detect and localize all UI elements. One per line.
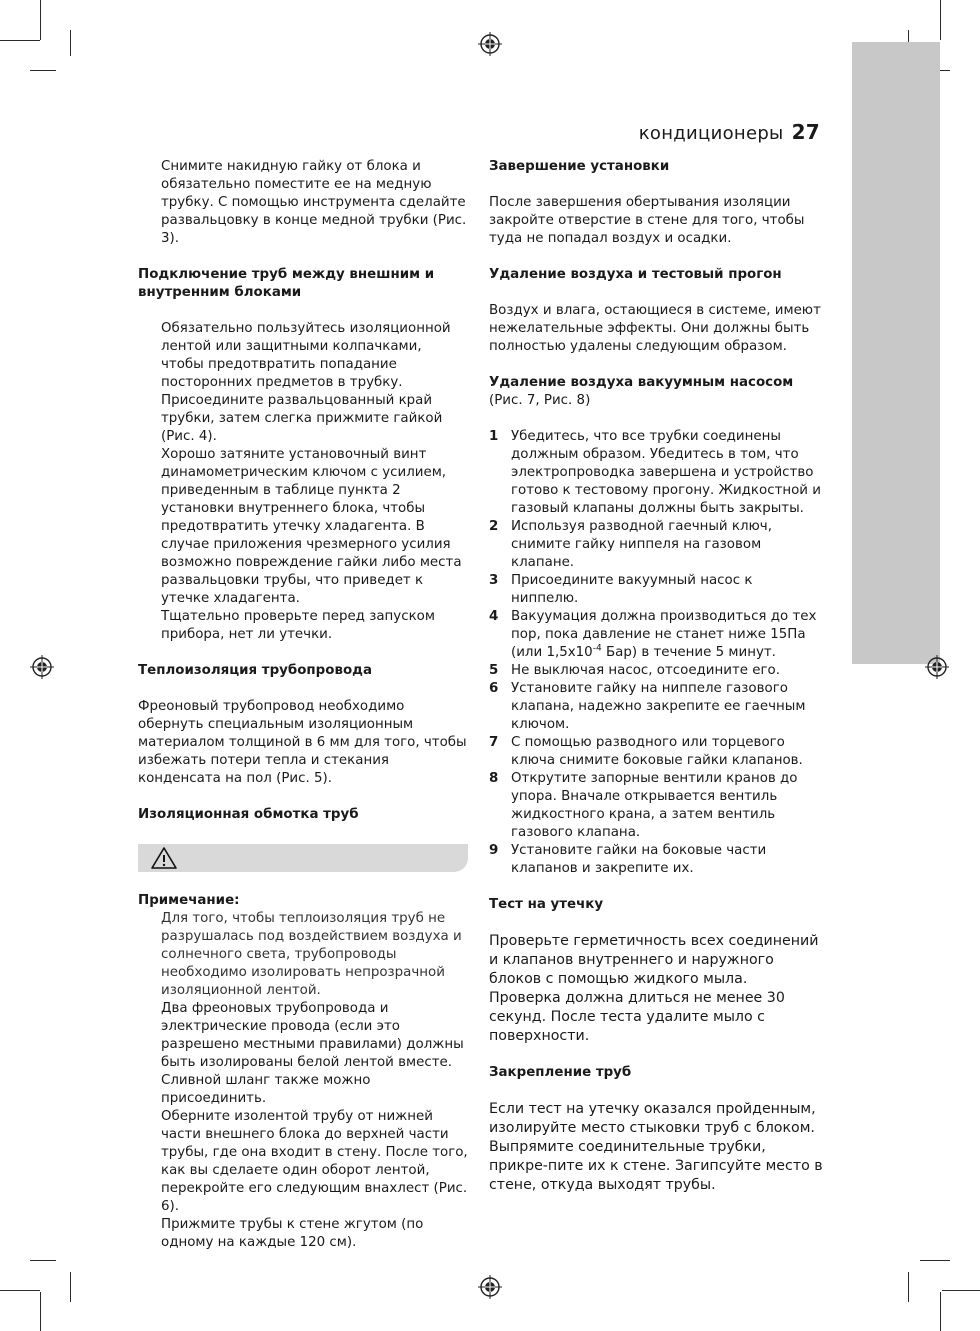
step-number: 8: [489, 771, 499, 786]
step-number: 7: [489, 735, 499, 750]
insulation-paragraph: Фреоновый трубопровод необходимо обернуть специальным изоляционным материалом толщиной в 6 мм для того, чтобы избежать потери тепла и стекания конденсата на пол (Рис. 5).: [138, 699, 467, 786]
note-label: Примечание:: [138, 893, 240, 908]
connection-paragraph: Обязательно пользуйтесь изоляционной лентой или защитными колпачками, чтобы предотвратить попадание посторонних предметов в трубку.: [161, 321, 451, 390]
step-text: Не выключая насос, отсоедините его.: [511, 663, 780, 678]
crop-mark: [908, 1272, 909, 1302]
heading-pipe-fixing: Закрепление труб: [489, 1065, 632, 1080]
step-text: Установите гайку на ниппеле газового клапана, надежно закрепите ее гаечным ключом.: [511, 681, 806, 732]
list-item: [489, 842, 823, 878]
air-paragraph: Воздух и влага, остающиеся в системе, имеют нежелательные эффекты. Они должны быть полностью удалены следующим образом.: [489, 303, 821, 354]
list-item: [489, 572, 823, 608]
list-item: [489, 608, 823, 662]
registration-mark-icon: [478, 32, 502, 56]
list-item: [489, 680, 823, 734]
registration-mark-icon: [30, 655, 54, 679]
side-tab: [852, 42, 940, 664]
crop-mark: [0, 1290, 40, 1291]
crop-mark: [940, 1292, 941, 1331]
note-text: Для того, чтобы теплоизоляция труб не разрушалась под воздействием воздуха и солнечного света, трубопроводы необходимо изолировать непрозрачной изоляционной лентой.: [161, 911, 462, 998]
step-text: Открутите запорные вентили кранов до упора. Вначале открывается вентиль жидкостного крана, а затем вентиль газового клапана.: [511, 771, 798, 840]
crop-mark: [942, 1290, 980, 1291]
warning-banner: [138, 844, 468, 872]
registration-mark-icon: [925, 655, 949, 679]
step-number: 3: [489, 573, 499, 588]
heading-thermal-insulation: Теплоизоляция трубопровода: [138, 663, 372, 678]
step-number: 1: [489, 429, 499, 444]
finish-paragraph: После завершения обертывания изоляции закройте отверстие в стене для того, чтобы туда не попадал воздух и осадки.: [489, 195, 805, 246]
crop-mark: [940, 0, 941, 40]
list-item: [489, 734, 823, 770]
step-text: Вакуумация должна производиться до тех пор, пока давление не станет ниже 15Па: [511, 609, 817, 642]
list-item: [489, 662, 823, 680]
step-number: 5: [489, 663, 499, 678]
wrap-paragraph: Два фреоновых трубопровода и электрические провода (если это разрешено местными правилами) должны быть изолированы белой лентой вместе. Сливной шланг также можно присоединить.: [161, 1001, 464, 1106]
step-number: 6: [489, 681, 499, 696]
crop-mark: [0, 40, 40, 41]
step-number: 9: [489, 843, 499, 858]
fix-paragraph: Если тест на утечку оказался пройденным, изолируйте место стыковки труб с блоком. Выпрямите соединительные трубки, прикре-пите их к стене. Загипсуйте место в стене, откуда выходят трубы.: [489, 1101, 823, 1193]
heading-vacuum-pump: Удаление воздуха вакуумным насосом: [489, 375, 794, 390]
leak-paragraph: Проверьте герметичность всех соединений и клапанов внутреннего и наружного блоков с помощью жидкого мыла. Проверка должна длиться не менее 30 секунд. После теста удалите мыло с поверхности.: [489, 933, 819, 1044]
exponent: -4: [592, 643, 602, 654]
crop-mark: [30, 1260, 56, 1261]
right-column: [489, 158, 823, 1195]
list-item: [489, 518, 823, 572]
heading-leak-test: Тест на утечку: [489, 897, 604, 912]
page-number: 27: [791, 120, 820, 144]
running-header: [639, 120, 820, 144]
heading-air-removal: Удаление воздуха и тестовый прогон: [489, 267, 782, 282]
registration-mark-icon: [478, 1275, 502, 1299]
step-text: Установите гайки на боковые части клапанов и закрепите их.: [511, 843, 767, 876]
connection-paragraph: Хорошо затяните установочный винт динамометрическим ключом с усилием, приведенным в таблице пункта 2 установки внутреннего блока, чтобы предотвратить утечку хладагента. В случае приложения чрезмерного усилия возможно повреждение гайки либо места развальцовки трубы, что приведет к утечке хладагента.: [161, 447, 462, 606]
list-item: [489, 428, 823, 518]
crop-mark: [40, 0, 41, 40]
step-text: (или 1,5x10: [511, 645, 593, 660]
step-number: 2: [489, 519, 499, 534]
heading-insulation-wrap: Изоляционная обмотка труб: [138, 807, 359, 822]
step-text: Присоедините вакуумный насос к ниппелю.: [511, 573, 753, 606]
intro-paragraph: Снимите накидную гайку от блока и обязательно поместите ее на медную трубку. С помощью инструмента сделайте развальцовку в конце медной трубки (Рис. 3).: [161, 159, 467, 246]
list-item: [489, 770, 823, 842]
crop-mark: [30, 70, 56, 71]
crop-mark: [920, 1260, 950, 1261]
crop-mark: [70, 30, 71, 56]
step-text: С помощью разводного или торцевого ключа снимите боковые гайки клапанов.: [511, 735, 803, 768]
section-title: кондиционеры: [638, 123, 784, 144]
crop-mark: [40, 1292, 41, 1331]
crop-mark: [70, 1272, 71, 1302]
step-number: 4: [489, 609, 499, 624]
wrap-paragraph: Прижмите трубы к стене жгутом (по одному на каждые 120 см).: [161, 1217, 424, 1250]
vacuum-steps-list: [489, 428, 823, 878]
vacuum-figure-reference: (Рис. 7, Рис. 8): [489, 393, 591, 408]
step-text: Бар) в течение 5 минут.: [601, 645, 776, 660]
step-text: Используя разводной гаечный ключ, снимите гайку ниппеля на газовом клапане.: [511, 519, 772, 570]
warning-triangle-icon: [150, 846, 178, 870]
connection-paragraph: Присоедините развальцованный край трубки, затем слегка прижмите гайкой (Рис. 4).: [161, 393, 443, 444]
heading-installation-finish: Завершение установки: [489, 159, 670, 174]
heading-pipe-connection: Подключение труб между внешним и внутренним блоками: [138, 267, 435, 300]
left-column: [138, 158, 468, 1252]
step-text: Убедитесь, что все трубки соединены должным образом. Убедитесь в том, что электропроводка завершена и устройство готово к тестовому прогону. Жидкостной и газовый клапаны должны быть закрыты.: [511, 429, 821, 516]
connection-paragraph: Тщательно проверьте перед запуском прибора, нет ли утечки.: [161, 609, 435, 642]
wrap-paragraph: Оберните изолентой трубу от нижней части внешнего блока до верхней части трубы, где она входит в стену. После того, как вы сделаете один оборот лентой, перекройте его следующим внахлест (Рис. 6).: [161, 1109, 468, 1214]
